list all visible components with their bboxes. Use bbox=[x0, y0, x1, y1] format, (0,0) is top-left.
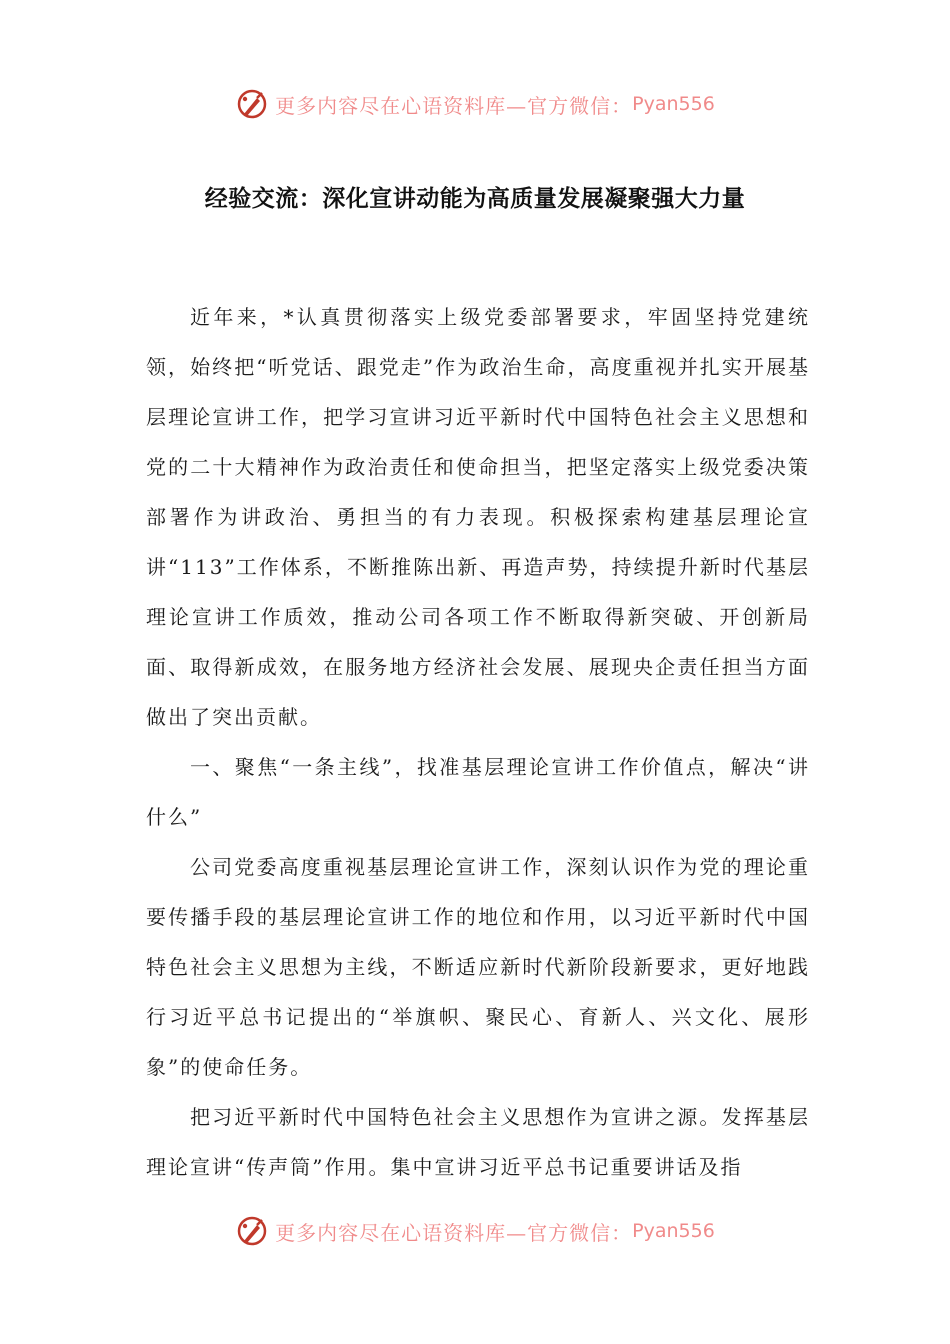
paragraph: 近年来，*认真贯彻落实上级党委部署要求，牢固坚持党建统领，始终把“听党话、跟党走”作为政治生命，高度重视并扎实开展基层理论宣讲工作，把学习宣讲习近平新时代中国特色社会主义思想和党的二十大精神作为政治责任和使命担当，把坚定落实上级党委决策部署作为讲政治、勇担当的有力表现。积极探索构建基层理论宣讲“113”工作体系，不断推陈出新、再造声势，持续提升新时代基层理论宣讲工作质效，推动公司各项工作不断取得新突破、开创新局面、取得新成效，在服务地方经济社会发展、展现央企责任担当方面做出了突出贡献。 bbox=[146, 305, 810, 729]
section-heading: 一、聚焦“一条主线”，找准基层理论宣讲工作价值点，解决“讲什么” bbox=[146, 755, 810, 829]
watermark-banner-bottom bbox=[0, 1211, 950, 1251]
watermark-banner-top bbox=[0, 84, 950, 124]
document-body bbox=[146, 292, 810, 1192]
banner-text: 更多内容尽在心语资料库—官方微信： bbox=[275, 93, 633, 118]
paragraph: 公司党委高度重视基层理论宣讲工作，深刻认识作为党的理论重要传播手段的基层理论宣讲工作的地位和作用，以习近平新时代中国特色社会主义思想为主线，不断适应新时代新阶段新要求，更好地践行习近平总书记提出的“举旗帜、聚民心、育新人、兴文化、展形象”的使命任务。 bbox=[146, 855, 810, 1079]
paragraph: 把习近平新时代中国特色社会主义思想作为宣讲之源。发挥基层理论宣讲“传声筒”作用。集中宣讲习近平总书记重要讲话及指 bbox=[146, 1105, 810, 1179]
banner-wechat-id: Pyan556 bbox=[632, 93, 715, 115]
banner-text: 更多内容尽在心语资料库—官方微信： bbox=[275, 1220, 633, 1245]
pen-logo-icon bbox=[235, 87, 269, 121]
banner-wechat-id: Pyan556 bbox=[632, 1220, 715, 1242]
document-title: 经验交流：深化宣讲动能为高质量发展凝聚强大力量 bbox=[204, 186, 746, 212]
pen-logo-icon bbox=[235, 1214, 269, 1248]
